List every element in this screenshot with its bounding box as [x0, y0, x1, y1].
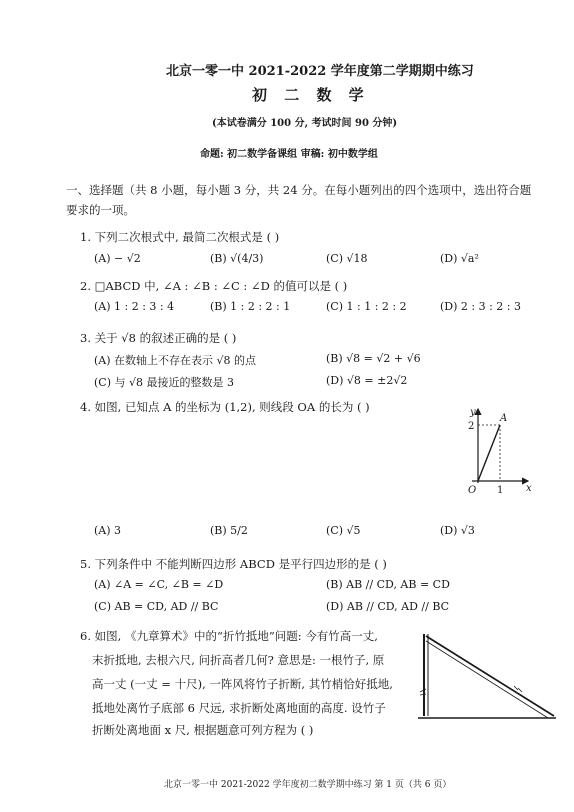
question-1-stem: 1. 下列二次根式中, 最简二次根式是 ( ) [80, 230, 280, 244]
q1-option-a: (A) − √2 [94, 252, 141, 265]
question-6-line-1: 6. 如图, 《九章算术》中的“折竹抵地”问题: 今有竹高一丈, [80, 629, 378, 643]
figure-6-bamboo-broken [426, 636, 554, 716]
q3-option-b: (B) √8 = √2 + √6 [326, 352, 421, 365]
q4-option-a: (A) 3 [94, 524, 122, 537]
question-6-line-4: 抵地处离竹子底部 6 尺远, 求折断处离地面的高度. 设竹子 [92, 701, 386, 715]
figure-6-bamboo-broken-inner [426, 641, 548, 718]
question-4-stem: 4. 如图, 已知点 A 的坐标为 (1,2), 则线段 OA 的长为 ( ) [80, 400, 370, 414]
figure-4-y-tick: 2 [468, 421, 475, 432]
subject-title: 初 二 数 学 [252, 86, 370, 104]
figure-4-origin: O [468, 485, 477, 496]
figure-6-bamboo-diagram [418, 632, 558, 722]
question-3-stem: 3. 关于 √8 的叙述正确的是 ( ) [80, 331, 237, 345]
q3-option-a: (A) 在数轴上不存在表示 √8 的点 [94, 354, 257, 367]
q5-option-c: (C) AB = CD, AD // BC [94, 600, 219, 613]
q5-option-b: (B) AB // CD, AB = CD [326, 578, 450, 591]
q5-option-a: (A) ∠A = ∠C, ∠B = ∠D [94, 578, 224, 591]
figure-4-segment-oa [478, 425, 500, 481]
question-2-stem: 2. □ABCD 中, ∠A : ∠B : ∠C : ∠D 的值可以是 ( ) [80, 279, 348, 293]
section-heading-line2: 要求的一项。 [66, 203, 135, 217]
page-footer: 北京一零一中 2021-2022 学年度初二数学期中练习 第 1 页（共 6 页） [164, 780, 452, 790]
question-6-line-5: 折断处离地面 x 尺, 根据题意可列方程为 ( ) [92, 723, 314, 737]
q1-option-d: (D) √a² [440, 252, 479, 265]
q4-option-b: (B) 5/2 [210, 524, 248, 537]
figure-4-coordinate-plot [432, 405, 532, 495]
q2-option-c: (C) 1 : 1 : 2 : 2 [326, 300, 407, 313]
q2-option-b: (B) 1 : 2 : 2 : 1 [210, 300, 291, 313]
q3-option-c: (C) 与 √8 最接近的整数是 3 [94, 376, 234, 389]
question-6-line-2: 末折抵地, 去根六尺, 问折高者几何? 意思是: 一根竹子, 原 [92, 653, 385, 667]
section-heading-line1: 一、选择题（共 8 小题，每小题 3 分，共 24 分。在每小题列出的四个选项中，选出符合题 [66, 183, 532, 197]
q5-option-d: (D) AB // CD, AD // BC [326, 600, 450, 613]
question-5-stem: 5. 下列条件中 不能判断四边形 ABCD 是平行四边形的是 ( ) [80, 557, 387, 571]
figure-4-x-tick: 1 [497, 485, 504, 496]
question-6-line-3: 高一丈 (一丈 = 十尺), 一阵风将竹子折断, 其竹梢恰好抵地, [92, 677, 393, 691]
figure-4-y-label: y [470, 407, 476, 418]
q4-option-d: (D) √3 [440, 524, 475, 537]
q3-option-d: (D) √8 = ±2√2 [326, 374, 408, 387]
q1-option-c: (C) √18 [326, 252, 368, 265]
figure-4-x-label: x [526, 483, 532, 494]
q4-option-c: (C) √5 [326, 524, 361, 537]
exam-title: 北京一零一中 2021-2022 学年度第二学期期中练习 [166, 64, 474, 79]
q2-option-d: (D) 2 : 3 : 2 : 3 [440, 300, 521, 313]
q1-option-b: (B) √(4/3) [210, 252, 264, 265]
q2-option-a: (A) 1 : 2 : 3 : 4 [94, 300, 175, 313]
exam-note: (本试卷满分 100 分, 考试时间 90 分钟) [212, 118, 398, 129]
figure-4-point-a: A [500, 413, 508, 424]
exam-authors: 命题: 初二数学备课组 审稿: 初中数学组 [200, 149, 378, 160]
